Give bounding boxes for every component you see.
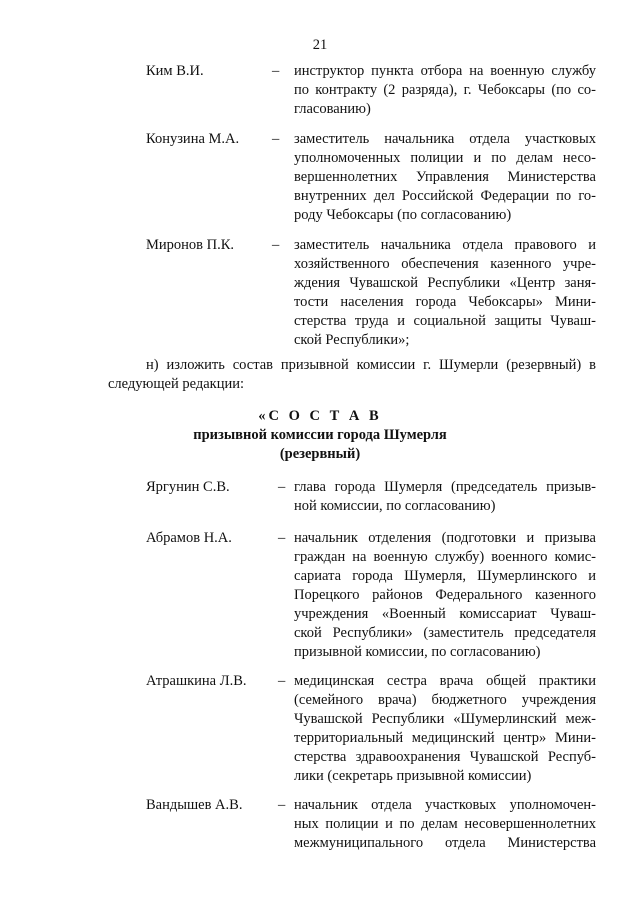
description-line: уполномоченных полиции и по делам несо- bbox=[294, 150, 596, 166]
member-dash: – bbox=[278, 530, 286, 546]
member-name: Миронов П.К. bbox=[146, 237, 235, 253]
description-line: начальник отделения (подготовки и призыва bbox=[294, 530, 596, 546]
description-line: медицинская сестра врача общей практики bbox=[294, 673, 596, 689]
member-dash: – bbox=[272, 131, 280, 147]
description-line: ждения Чувашской Республики «Центр заня- bbox=[294, 275, 596, 291]
description-line: стерства труда и социальной защиты Чуваш- bbox=[294, 313, 596, 329]
description-line: стерства здравоохранения Чувашской Респуб- bbox=[294, 749, 596, 765]
description-line: ной комиссии, по согласованию) bbox=[294, 498, 496, 514]
member-description bbox=[294, 529, 596, 662]
description-line: хозяйственного обеспечения казенного учре- bbox=[294, 256, 596, 272]
page-number: 21 bbox=[312, 37, 328, 53]
member-description bbox=[294, 672, 596, 786]
member-name: Абрамов Н.А. bbox=[146, 530, 232, 546]
member-name: Ким В.И. bbox=[146, 63, 204, 79]
member-name: Конузина М.А. bbox=[146, 131, 240, 147]
description-line: глава города Шумерля (председатель призыв- bbox=[294, 479, 596, 495]
description-line: территориальный медицинский центр» Мини- bbox=[294, 730, 596, 746]
heading-qualifier: (резервный) bbox=[279, 446, 361, 462]
member-name: Атрашкина Л.В. bbox=[146, 673, 247, 689]
member-name: Яргунин С.В. bbox=[146, 479, 230, 495]
description-line: внутренних дел Российской Федерации по го- bbox=[294, 188, 596, 204]
description-line: ской Республики»; bbox=[294, 332, 410, 348]
description-line: тости населения города Чебоксары» Мини- bbox=[294, 294, 596, 310]
member-dash: – bbox=[278, 797, 286, 813]
paragraph-line: н) изложить состав призывной комиссии г. Шумерли (резервный) в bbox=[146, 357, 596, 373]
description-line: ных полиции и по делам несовершеннолетних bbox=[294, 816, 596, 832]
member-description bbox=[294, 478, 596, 516]
heading-subtitle: призывной комиссии города Шумерля bbox=[193, 427, 447, 443]
description-line: лики (секретарь призывной комиссии) bbox=[294, 768, 532, 784]
member-dash: – bbox=[272, 63, 280, 79]
description-line: межмуниципального отдела Министерства bbox=[294, 835, 596, 851]
member-description bbox=[294, 236, 596, 350]
description-line: начальник отдела участковых уполномочен- bbox=[294, 797, 596, 813]
description-line: инструктор пункта отбора на военную службу bbox=[294, 63, 596, 79]
description-line: сариата города Шумерля, Шумерлинского и bbox=[294, 568, 596, 584]
amendment-paragraph bbox=[108, 356, 596, 394]
description-line: заместитель начальника отдела правового и bbox=[294, 237, 596, 253]
description-line: учреждения «Военный комиссариат Чуваш- bbox=[294, 606, 596, 622]
description-line: вершеннолетних Управления Министерства bbox=[294, 169, 596, 185]
description-line: гласованию) bbox=[294, 101, 371, 117]
composition-heading bbox=[0, 407, 640, 464]
description-line: роду Чебоксары (по согласованию) bbox=[294, 207, 512, 223]
description-line: по контракту (2 разряда), г. Чебоксары (по со- bbox=[294, 82, 596, 98]
heading-title: «С О С Т А В bbox=[258, 408, 382, 424]
member-name: Вандышев А.В. bbox=[146, 797, 243, 813]
description-line: ской Республики» (заместитель председателя bbox=[294, 625, 596, 641]
member-description bbox=[294, 62, 596, 119]
member-dash: – bbox=[278, 479, 286, 495]
description-line: (семейного врача) бюджетного учреждения bbox=[294, 692, 596, 708]
description-line: граждан на военную службу) военного комис- bbox=[294, 549, 596, 565]
description-line: Чувашской Республики «Шумерлинский меж- bbox=[294, 711, 596, 727]
description-line: заместитель начальника отдела участковых bbox=[294, 131, 596, 147]
member-dash: – bbox=[278, 673, 286, 689]
member-dash: – bbox=[272, 237, 280, 253]
member-description bbox=[294, 796, 596, 853]
description-line: призывной комиссии, по согласованию) bbox=[294, 644, 541, 660]
paragraph-line: следующей редакции: bbox=[108, 376, 245, 392]
description-line: Порецкого районов Федерального казенного bbox=[294, 587, 596, 603]
member-description bbox=[294, 130, 596, 225]
